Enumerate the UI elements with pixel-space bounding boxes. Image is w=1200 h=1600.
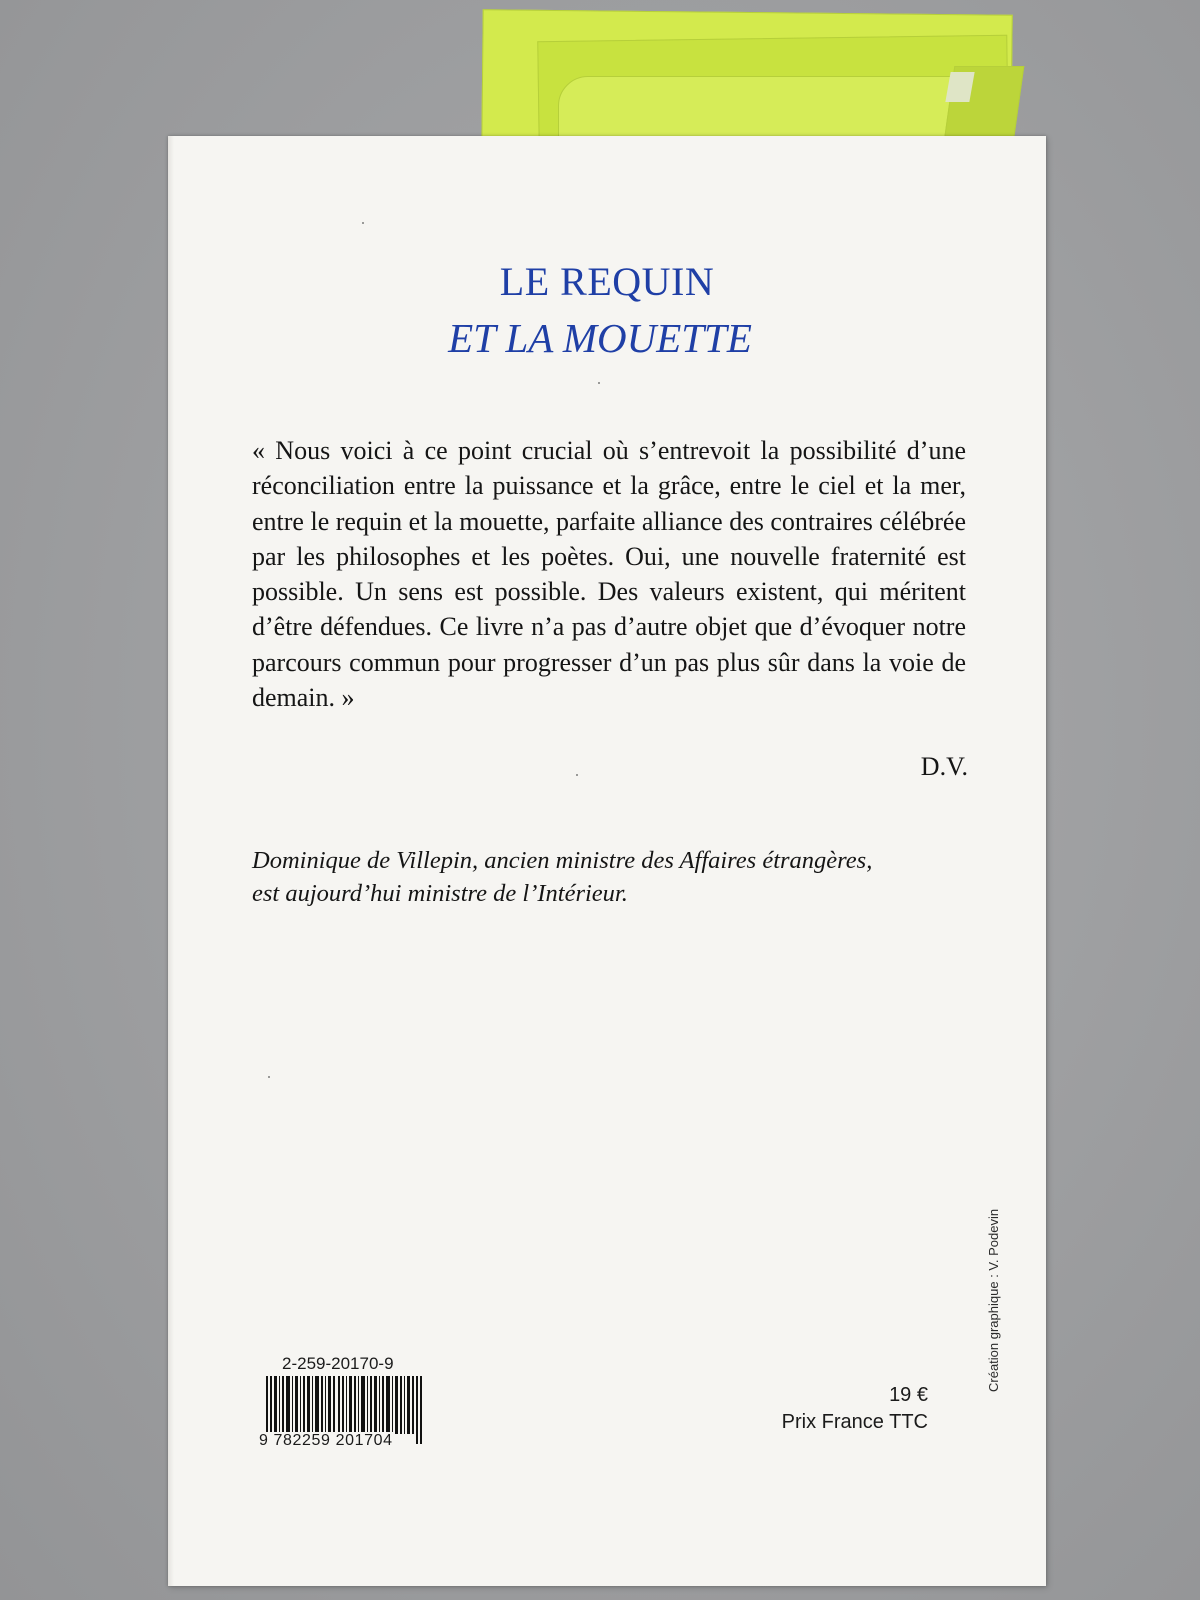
- quote-signature: D.V.: [920, 752, 968, 781]
- price-note: Prix France TTC: [781, 1411, 928, 1433]
- author-bio-line2: est aujourd’hui ministre de l’Intérieur.: [252, 880, 628, 907]
- author-bio: [252, 844, 972, 910]
- price-block: [728, 1382, 928, 1436]
- book-title-line2: ET LA MOUETTE: [448, 315, 752, 361]
- paper-speck: [576, 774, 578, 776]
- blurb-quote: « Nous voici à ce point crucial où s’entrevoit la possibilité d’une réconciliation entre la puissance et la grâce, entre le ciel et la mer, entre le requin et la mouette, parfaite alliance des contraires célébrée par les philosophes et les poètes. Oui, une nouvelle fraternité est possible. Un sens est possible. Des valeurs existent, qui méritent d’être défendues. Ce livre n’a pas d’autre objet que d’évoquer notre parcours commun pour progresser d’un pas plus sûr dans la voie de demain. »: [252, 436, 966, 713]
- price-value: 19 €: [889, 1384, 928, 1406]
- barcode-digits: 9 782259 201704: [259, 1432, 393, 1449]
- paper-speck: [268, 1076, 270, 1078]
- paper-speck: [598, 382, 600, 384]
- book-title-line1: LE REQUIN: [499, 259, 715, 304]
- isbn-number: 2-259-20170-9: [282, 1354, 394, 1373]
- paper-speck: [362, 222, 364, 224]
- book-back-cover: [168, 136, 1046, 1586]
- design-credit: Création graphique : V. Podevin: [986, 1208, 1001, 1392]
- author-bio-line1: Dominique de Villepin, ancien ministre des Affaires étrangères,: [252, 847, 873, 874]
- book-title: [168, 254, 1046, 366]
